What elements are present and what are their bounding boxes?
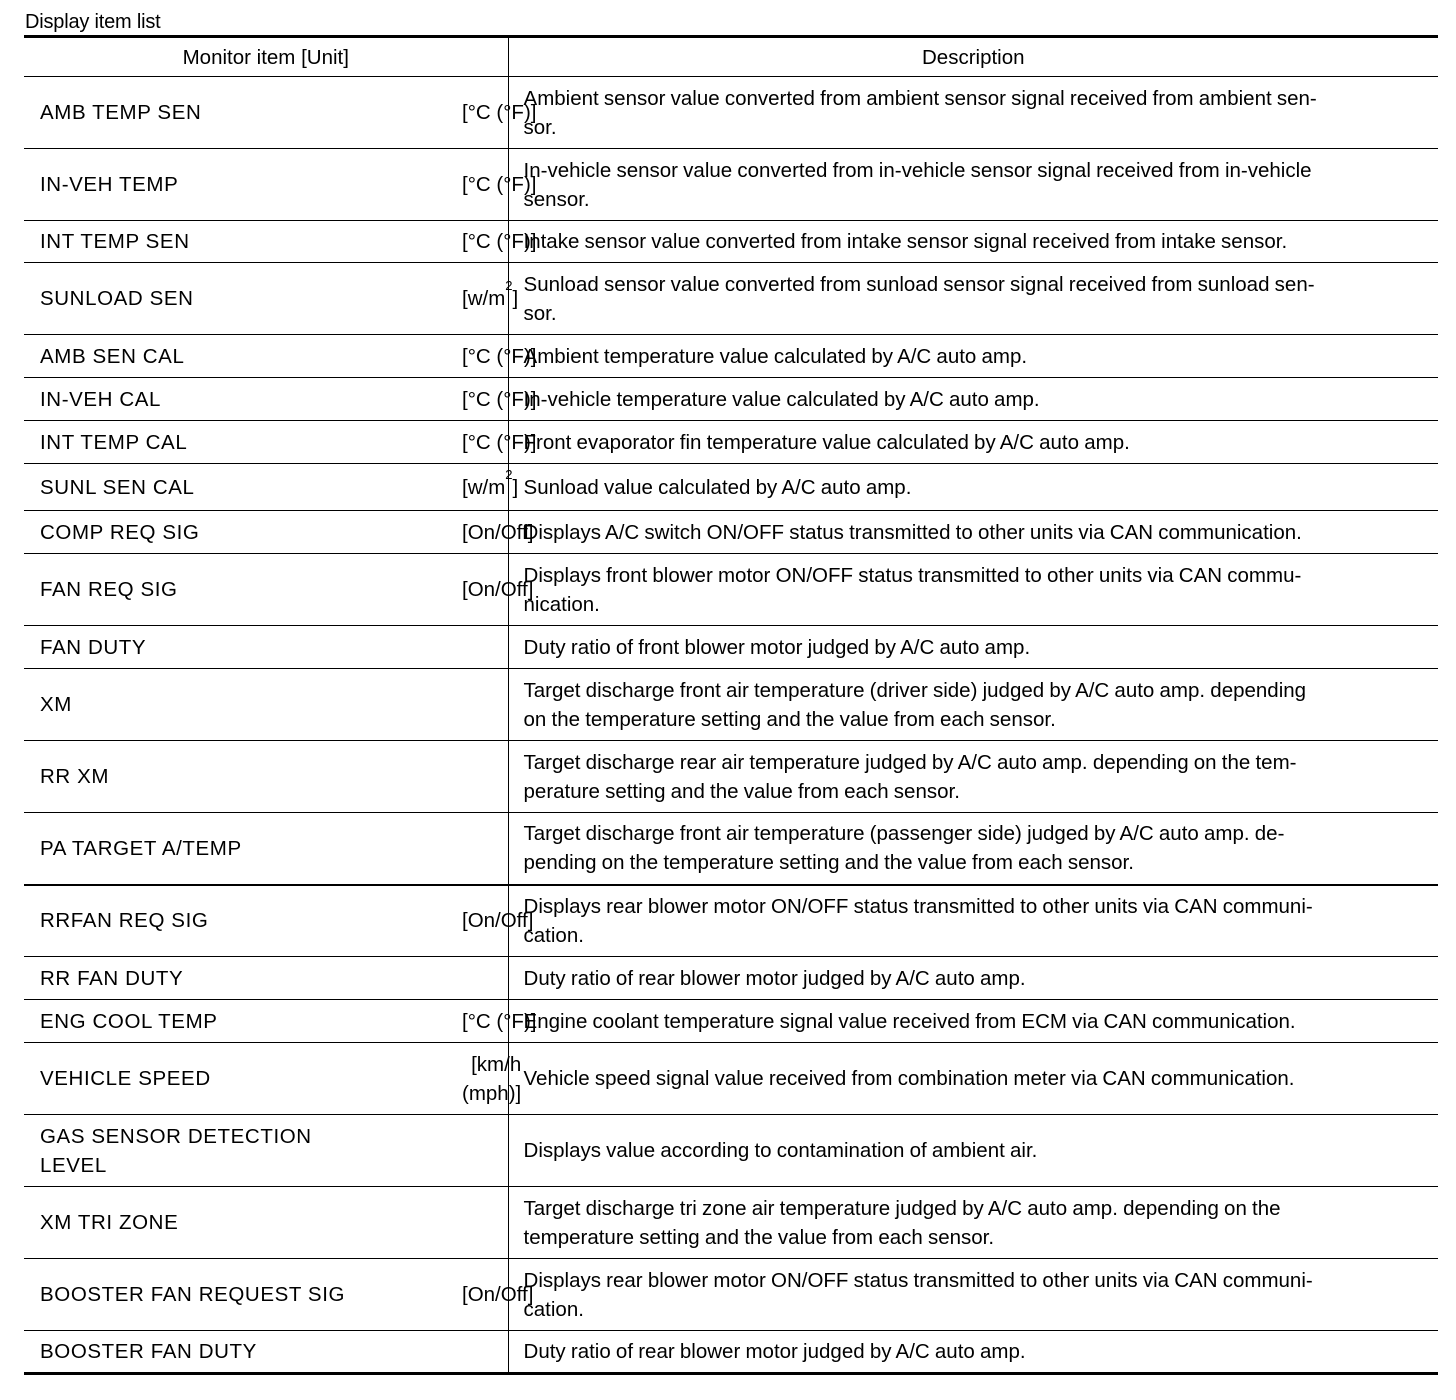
table-row xyxy=(24,669,1438,741)
table-row xyxy=(24,149,1438,221)
monitor-item: INT TEMP CAL xyxy=(24,421,462,464)
monitor-item: RR FAN DUTY xyxy=(24,957,462,1000)
table-row xyxy=(24,1043,1438,1115)
table-row xyxy=(24,421,1438,464)
monitor-item: COMP REQ SIG xyxy=(24,511,462,554)
monitor-unit: $[w/m^2]$ xyxy=(462,464,508,511)
monitor-unit xyxy=(462,626,508,669)
monitor-item: FAN REQ SIG xyxy=(24,554,462,626)
item-description: Sunload sensor value converted from sunload sensor signal received from sunload sen- sor. xyxy=(508,263,1438,335)
monitor-unit xyxy=(462,1331,508,1374)
item-description: In-vehicle sensor value converted from in-vehicle sensor signal received from in-vehicle sensor. xyxy=(508,149,1438,221)
monitor-unit: [°C (°F)] xyxy=(462,378,508,421)
table-row xyxy=(24,464,1438,511)
monitor-unit: [°C (°F)] xyxy=(462,221,508,263)
item-description: Ambient temperature value calculated by A/C auto amp. xyxy=(508,335,1438,378)
monitor-unit: [°C (°F)] xyxy=(462,77,508,149)
table-row xyxy=(24,1331,1438,1374)
monitor-unit: [On/Off] xyxy=(462,885,508,957)
item-description: Ambient sensor value converted from ambient sensor signal received from ambient sen- sor. xyxy=(508,77,1438,149)
table-row xyxy=(24,378,1438,421)
monitor-unit xyxy=(462,1115,508,1187)
monitor-item: BOOSTER FAN DUTY xyxy=(24,1331,462,1374)
monitor-unit: [°C (°F)] xyxy=(462,149,508,221)
item-description: Displays rear blower motor ON/OFF status transmitted to other units via CAN communi- cation. xyxy=(508,885,1438,957)
monitor-unit xyxy=(462,813,508,885)
monitor-unit xyxy=(462,669,508,741)
table-row xyxy=(24,263,1438,335)
header-monitor-item: Monitor item [Unit] xyxy=(24,37,508,77)
table-body xyxy=(24,77,1438,1374)
monitor-item: AMB TEMP SEN xyxy=(24,77,462,149)
monitor-unit: [On/Off] xyxy=(462,1259,508,1331)
table-row xyxy=(24,885,1438,957)
monitor-unit: [On/Off] xyxy=(462,511,508,554)
monitor-item: RRFAN REQ SIG xyxy=(24,885,462,957)
item-description: Sunload value calculated by A/C auto amp. xyxy=(508,464,1438,511)
monitor-item: IN-VEH CAL xyxy=(24,378,462,421)
item-description: Vehicle speed signal value received from combination meter via CAN communication. xyxy=(508,1043,1438,1115)
item-description: Displays rear blower motor ON/OFF status transmitted to other units via CAN communi- cation. xyxy=(508,1259,1438,1331)
monitor-unit: [On/Off] xyxy=(462,554,508,626)
table-row xyxy=(24,1115,1438,1187)
monitor-item: GAS SENSOR DETECTION LEVEL xyxy=(24,1115,462,1187)
monitor-item: RR XM xyxy=(24,741,462,813)
monitor-unit: [km/h (mph)] xyxy=(462,1043,508,1115)
item-description: Displays value according to contamination of ambient air. xyxy=(508,1115,1438,1187)
table-row xyxy=(24,626,1438,669)
monitor-item: ENG COOL TEMP xyxy=(24,1000,462,1043)
table-row xyxy=(24,1187,1438,1259)
table-row xyxy=(24,511,1438,554)
item-description: Front evaporator fin temperature value calculated by A/C auto amp. xyxy=(508,421,1438,464)
monitor-item: SUNL SEN CAL xyxy=(24,464,462,511)
page-title: Display item list xyxy=(25,11,161,33)
item-description: Duty ratio of rear blower motor judged by A/C auto amp. xyxy=(508,957,1438,1000)
table-row xyxy=(24,77,1438,149)
monitor-item: AMB SEN CAL xyxy=(24,335,462,378)
table-row xyxy=(24,335,1438,378)
table-row xyxy=(24,957,1438,1000)
item-description: Displays front blower motor ON/OFF status transmitted to other units via CAN commu- nication. xyxy=(508,554,1438,626)
monitor-item: BOOSTER FAN REQUEST SIG xyxy=(24,1259,462,1331)
item-description: Duty ratio of rear blower motor judged by A/C auto amp. xyxy=(508,1331,1438,1374)
monitor-item: SUNLOAD SEN xyxy=(24,263,462,335)
monitor-unit: $[w/m^2]$ xyxy=(462,263,508,335)
monitor-item: XM xyxy=(24,669,462,741)
item-description: Target discharge front air temperature (driver side) judged by A/C auto amp. depending on the temperature setting and the value from each sensor. xyxy=(508,669,1438,741)
monitor-item: INT TEMP SEN xyxy=(24,221,462,263)
item-description: Target discharge rear air temperature judged by A/C auto amp. depending on the tem- perature setting and the value from each sensor. xyxy=(508,741,1438,813)
table-header-row xyxy=(24,37,1438,77)
monitor-item: FAN DUTY xyxy=(24,626,462,669)
item-description: Target discharge front air temperature (passenger side) judged by A/C auto amp. de- pending on the temperature setting and the value from each sensor. xyxy=(508,813,1438,885)
table-row xyxy=(24,813,1438,885)
table-row xyxy=(24,1000,1438,1043)
monitor-unit xyxy=(462,741,508,813)
monitor-unit xyxy=(462,957,508,1000)
item-description: Duty ratio of front blower motor judged by A/C auto amp. xyxy=(508,626,1438,669)
item-description: Engine coolant temperature signal value received from ECM via CAN communication. xyxy=(508,1000,1438,1043)
display-item-table xyxy=(24,35,1438,1375)
monitor-item: PA TARGET A/TEMP xyxy=(24,813,462,885)
monitor-item: VEHICLE SPEED xyxy=(24,1043,462,1115)
item-description: Intake sensor value converted from intake sensor signal received from intake sensor. xyxy=(508,221,1438,263)
item-description: Displays A/C switch ON/OFF status transmitted to other units via CAN communication. xyxy=(508,511,1438,554)
table-row xyxy=(24,221,1438,263)
monitor-unit xyxy=(462,1187,508,1259)
table-row xyxy=(24,741,1438,813)
monitor-unit: [°C (°F)] xyxy=(462,1000,508,1043)
monitor-item: IN-VEH TEMP xyxy=(24,149,462,221)
table-row xyxy=(24,554,1438,626)
monitor-item: XM TRI ZONE xyxy=(24,1187,462,1259)
table-row xyxy=(24,1259,1438,1331)
item-description: Target discharge tri zone air temperature judged by A/C auto amp. depending on the temperature setting and the value from each sensor. xyxy=(508,1187,1438,1259)
monitor-unit: [°C (°F)] xyxy=(462,421,508,464)
item-description: In-vehicle temperature value calculated by A/C auto amp. xyxy=(508,378,1438,421)
header-description: Description xyxy=(508,37,1438,77)
monitor-unit: [°C (°F)] xyxy=(462,335,508,378)
